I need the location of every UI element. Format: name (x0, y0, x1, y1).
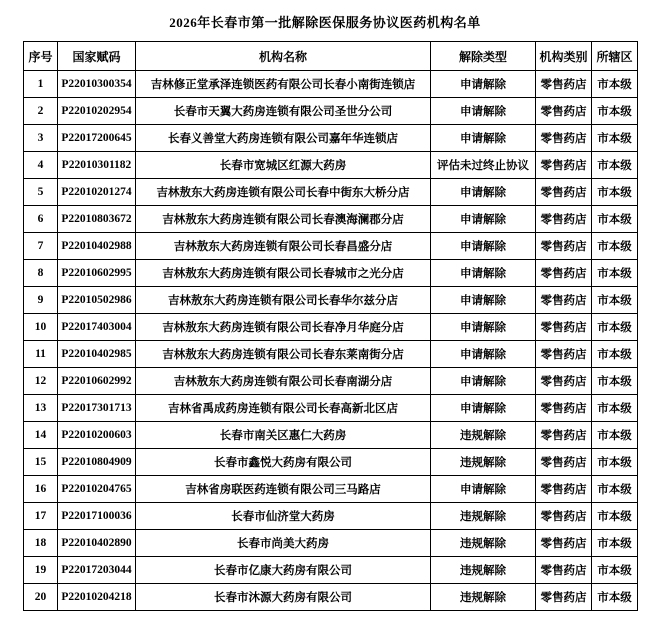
cell-name: 吉林敖东大药房连锁有限公司长春澳海澜郡分店 (136, 206, 431, 233)
document-title: 2026年长春市第一批解除医保服务协议医药机构名单 (169, 15, 481, 30)
cell-name: 吉林敖东大药房连锁有限公司长春昌盛分店 (136, 233, 431, 260)
cell-type: 申请解除 (431, 233, 536, 260)
cell-name: 吉林敖东大药房连锁有限公司长春南湖分店 (136, 368, 431, 395)
cell-name: 长春市沐源大药房有限公司 (136, 584, 431, 611)
cell-code: P22010200603 (58, 422, 136, 449)
cell-type: 申请解除 (431, 206, 536, 233)
table-row (24, 476, 638, 503)
table-row (24, 206, 638, 233)
cell-name: 吉林敖东大药房连锁有限公司长春东莱南街分店 (136, 341, 431, 368)
cell-type: 申请解除 (431, 98, 536, 125)
cell-name: 长春市仙济堂大药房 (136, 503, 431, 530)
cell-name: 吉林敖东大药房连锁有限公司长春净月华庭分店 (136, 314, 431, 341)
cell-seq: 9 (24, 287, 58, 314)
cell-type: 申请解除 (431, 341, 536, 368)
cell-code: P22017100036 (58, 503, 136, 530)
cell-category: 零售药店 (536, 233, 592, 260)
cell-category: 零售药店 (536, 584, 592, 611)
cell-category: 零售药店 (536, 557, 592, 584)
cell-code: P22010402985 (58, 341, 136, 368)
cell-district: 市本级 (592, 557, 638, 584)
cell-district: 市本级 (592, 206, 638, 233)
cell-category: 零售药店 (536, 152, 592, 179)
cell-district: 市本级 (592, 260, 638, 287)
cell-code: P22010602995 (58, 260, 136, 287)
cell-code: P22010204765 (58, 476, 136, 503)
cell-district: 市本级 (592, 71, 638, 98)
cell-name: 长春市宽城区红源大药房 (136, 152, 431, 179)
cell-code: P22010201274 (58, 179, 136, 206)
cell-code: P22010301182 (58, 152, 136, 179)
cell-category: 零售药店 (536, 530, 592, 557)
cell-district: 市本级 (592, 530, 638, 557)
cell-code: P22017403004 (58, 314, 136, 341)
cell-district: 市本级 (592, 584, 638, 611)
cell-name: 长春市南关区惠仁大药房 (136, 422, 431, 449)
cell-category: 零售药店 (536, 368, 592, 395)
cell-category: 零售药店 (536, 179, 592, 206)
cell-type: 申请解除 (431, 179, 536, 206)
cell-district: 市本级 (592, 233, 638, 260)
cell-type: 申请解除 (431, 287, 536, 314)
cell-type: 申请解除 (431, 368, 536, 395)
cell-seq: 3 (24, 125, 58, 152)
cell-seq: 20 (24, 584, 58, 611)
table-row (24, 260, 638, 287)
cell-name: 长春义善堂大药房连锁有限公司嘉年华连锁店 (136, 125, 431, 152)
cell-seq: 16 (24, 476, 58, 503)
cell-category: 零售药店 (536, 71, 592, 98)
column-header: 所辖区 (592, 42, 638, 71)
table-row (24, 287, 638, 314)
cell-district: 市本级 (592, 341, 638, 368)
column-header: 国家赋码 (58, 42, 136, 71)
cell-code: P22010803672 (58, 206, 136, 233)
cell-seq: 17 (24, 503, 58, 530)
cell-type: 违规解除 (431, 503, 536, 530)
cell-type: 违规解除 (431, 557, 536, 584)
cell-category: 零售药店 (536, 206, 592, 233)
cell-type: 违规解除 (431, 584, 536, 611)
cell-type: 申请解除 (431, 476, 536, 503)
cell-seq: 13 (24, 395, 58, 422)
table-body (24, 71, 638, 611)
cell-seq: 8 (24, 260, 58, 287)
cell-district: 市本级 (592, 179, 638, 206)
cell-code: P22017203044 (58, 557, 136, 584)
cell-name: 吉林修正堂承泽连锁医药有限公司长春小南街连锁店 (136, 71, 431, 98)
table-row (24, 179, 638, 206)
cell-type: 申请解除 (431, 125, 536, 152)
cell-type: 申请解除 (431, 395, 536, 422)
cell-category: 零售药店 (536, 449, 592, 476)
cell-seq: 19 (24, 557, 58, 584)
cell-district: 市本级 (592, 449, 638, 476)
cell-type: 申请解除 (431, 260, 536, 287)
cell-type: 申请解除 (431, 71, 536, 98)
table-row (24, 395, 638, 422)
column-header: 机构类别 (536, 42, 592, 71)
cell-name: 吉林省禹成药房连锁有限公司长春高新北区店 (136, 395, 431, 422)
cell-seq: 11 (24, 341, 58, 368)
table-row (24, 449, 638, 476)
cell-type: 违规解除 (431, 422, 536, 449)
cell-seq: 7 (24, 233, 58, 260)
cell-category: 零售药店 (536, 503, 592, 530)
table-row (24, 422, 638, 449)
cell-code: P22017301713 (58, 395, 136, 422)
cell-seq: 2 (24, 98, 58, 125)
cell-code: P22010204218 (58, 584, 136, 611)
cell-district: 市本级 (592, 287, 638, 314)
cell-type: 评估未过终止协议 (431, 152, 536, 179)
table-row (24, 557, 638, 584)
table-header-row (24, 42, 638, 71)
cell-name: 吉林省房联医药连锁有限公司三马路店 (136, 476, 431, 503)
cell-type: 违规解除 (431, 530, 536, 557)
cell-category: 零售药店 (536, 476, 592, 503)
cell-seq: 4 (24, 152, 58, 179)
cell-seq: 5 (24, 179, 58, 206)
column-header: 机构名称 (136, 42, 431, 71)
table-row (24, 314, 638, 341)
cell-district: 市本级 (592, 314, 638, 341)
cell-code: P22010502986 (58, 287, 136, 314)
institutions-table (23, 41, 638, 611)
cell-seq: 18 (24, 530, 58, 557)
cell-name: 长春市尚美大药房 (136, 530, 431, 557)
cell-seq: 6 (24, 206, 58, 233)
cell-category: 零售药店 (536, 98, 592, 125)
cell-name: 吉林敖东大药房连锁有限公司长春中街东大桥分店 (136, 179, 431, 206)
cell-district: 市本级 (592, 152, 638, 179)
cell-name: 吉林敖东大药房连锁有限公司长春华尔兹分店 (136, 287, 431, 314)
cell-seq: 14 (24, 422, 58, 449)
cell-type: 申请解除 (431, 314, 536, 341)
cell-category: 零售药店 (536, 395, 592, 422)
cell-category: 零售药店 (536, 341, 592, 368)
cell-seq: 15 (24, 449, 58, 476)
cell-code: P22010402988 (58, 233, 136, 260)
column-header: 序号 (24, 42, 58, 71)
cell-seq: 10 (24, 314, 58, 341)
column-header: 解除类型 (431, 42, 536, 71)
cell-code: P22010602992 (58, 368, 136, 395)
table-row (24, 71, 638, 98)
cell-code: P22010202954 (58, 98, 136, 125)
cell-district: 市本级 (592, 422, 638, 449)
cell-district: 市本级 (592, 368, 638, 395)
cell-district: 市本级 (592, 503, 638, 530)
cell-name: 长春市亿康大药房有限公司 (136, 557, 431, 584)
cell-code: P22010804909 (58, 449, 136, 476)
cell-district: 市本级 (592, 98, 638, 125)
table-row (24, 233, 638, 260)
table-row (24, 125, 638, 152)
table-row (24, 503, 638, 530)
cell-category: 零售药店 (536, 260, 592, 287)
cell-name: 吉林敖东大药房连锁有限公司长春城市之光分店 (136, 260, 431, 287)
cell-district: 市本级 (592, 476, 638, 503)
cell-category: 零售药店 (536, 314, 592, 341)
cell-seq: 1 (24, 71, 58, 98)
cell-name: 长春市天翼大药房连锁有限公司圣世分公司 (136, 98, 431, 125)
cell-code: P22010300354 (58, 71, 136, 98)
cell-seq: 12 (24, 368, 58, 395)
cell-district: 市本级 (592, 125, 638, 152)
table-row (24, 98, 638, 125)
cell-district: 市本级 (592, 395, 638, 422)
table-row (24, 530, 638, 557)
table-row (24, 152, 638, 179)
cell-code: P22010402890 (58, 530, 136, 557)
cell-category: 零售药店 (536, 287, 592, 314)
cell-code: P22017200645 (58, 125, 136, 152)
cell-name: 长春市鑫悦大药房有限公司 (136, 449, 431, 476)
table-row (24, 341, 638, 368)
cell-category: 零售药店 (536, 422, 592, 449)
cell-category: 零售药店 (536, 125, 592, 152)
table-row (24, 584, 638, 611)
table-row (24, 368, 638, 395)
cell-type: 违规解除 (431, 449, 536, 476)
